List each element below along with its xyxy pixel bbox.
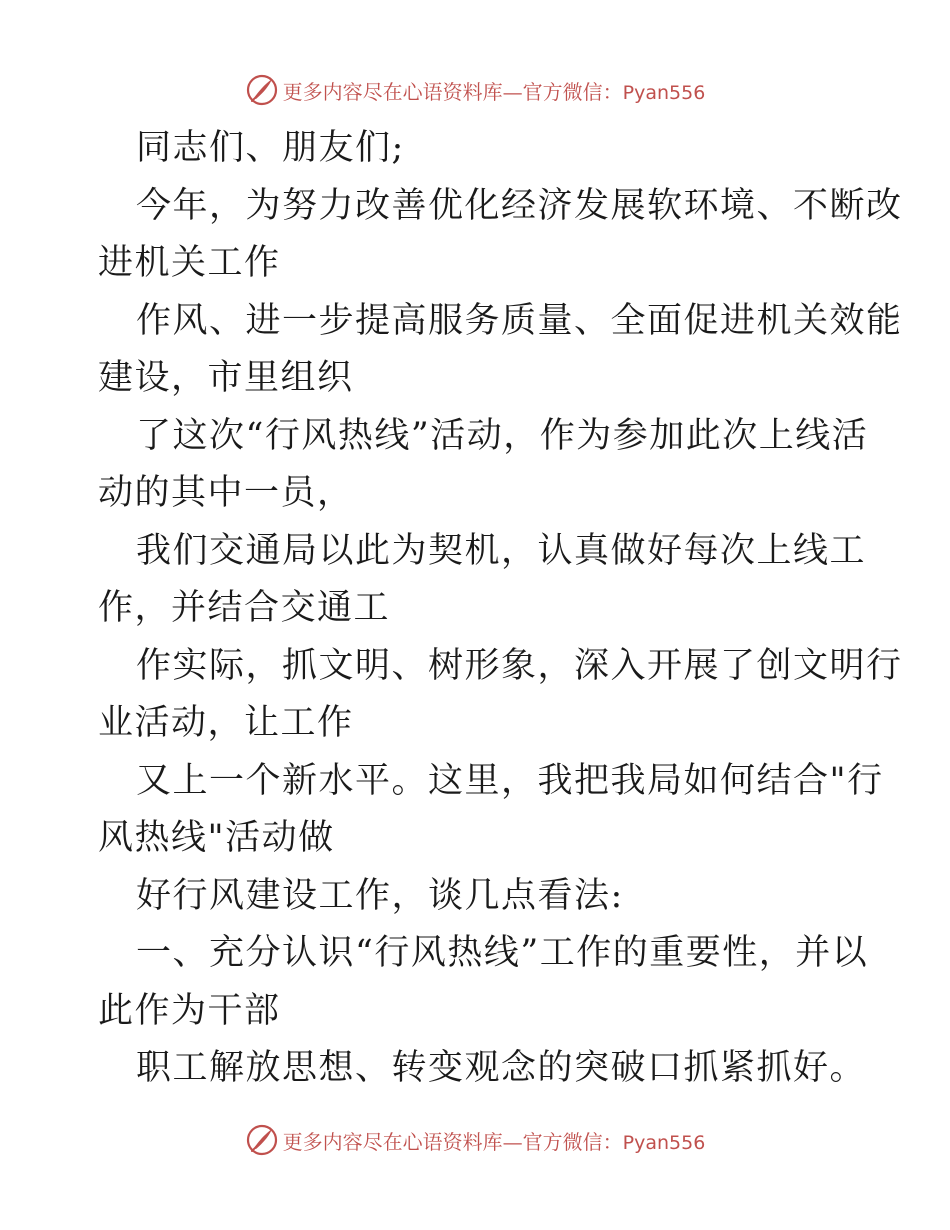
body-line: 作，并结合交通工: [98, 588, 391, 628]
quill-pen-logo-icon: [245, 73, 279, 107]
body-line: 建设，市里组织: [98, 358, 354, 398]
footer-banner-text: 更多内容尽在心语资料库—官方微信：Pyan556: [282, 1129, 706, 1154]
document-body: [98, 120, 903, 1098]
header-banner: [0, 70, 950, 110]
body-line: 好行风建设工作，谈几点看法:: [136, 875, 624, 916]
body-line: 此作为干部: [98, 990, 281, 1031]
body-line: 今年，为努力改善优化经济发展软环境、不断改: [136, 185, 903, 226]
header-wechat-id: Pyan556: [622, 81, 706, 104]
body-line: 风热线"活动做: [98, 818, 335, 858]
quill-pen-logo-icon: [245, 1123, 279, 1157]
header-banner-text: 更多内容尽在心语资料库—官方微信：Pyan556: [282, 79, 706, 104]
footer-wechat-id: Pyan556: [622, 1131, 706, 1154]
body-line: 职工解放思想、转变观念的突破口抓紧抓好。: [136, 1048, 867, 1088]
body-line: 作风、进一步提高服务质量、全面促进机关效能: [136, 300, 903, 341]
body-line: 作实际，抓文明、树形象，深入开展了创文明行: [136, 645, 903, 686]
body-line: 进机关工作: [98, 243, 281, 283]
footer-banner: [0, 1120, 950, 1160]
body-line: 了这次“行风热线”活动，作为参加此次上线活: [136, 415, 869, 456]
body-line: 又上一个新水平。这里，我把我局如何结合"行: [136, 760, 884, 801]
body-line: 我们交通局以此为契机，认真做好每次上线工: [136, 530, 867, 571]
body-line: 动的其中一员，: [98, 473, 354, 513]
body-line: 同志们、朋友们;: [136, 128, 405, 168]
body-line: 一、充分认识“行风热线”工作的重要性，并以: [136, 933, 869, 973]
body-line: 业活动，让工作: [98, 703, 354, 743]
